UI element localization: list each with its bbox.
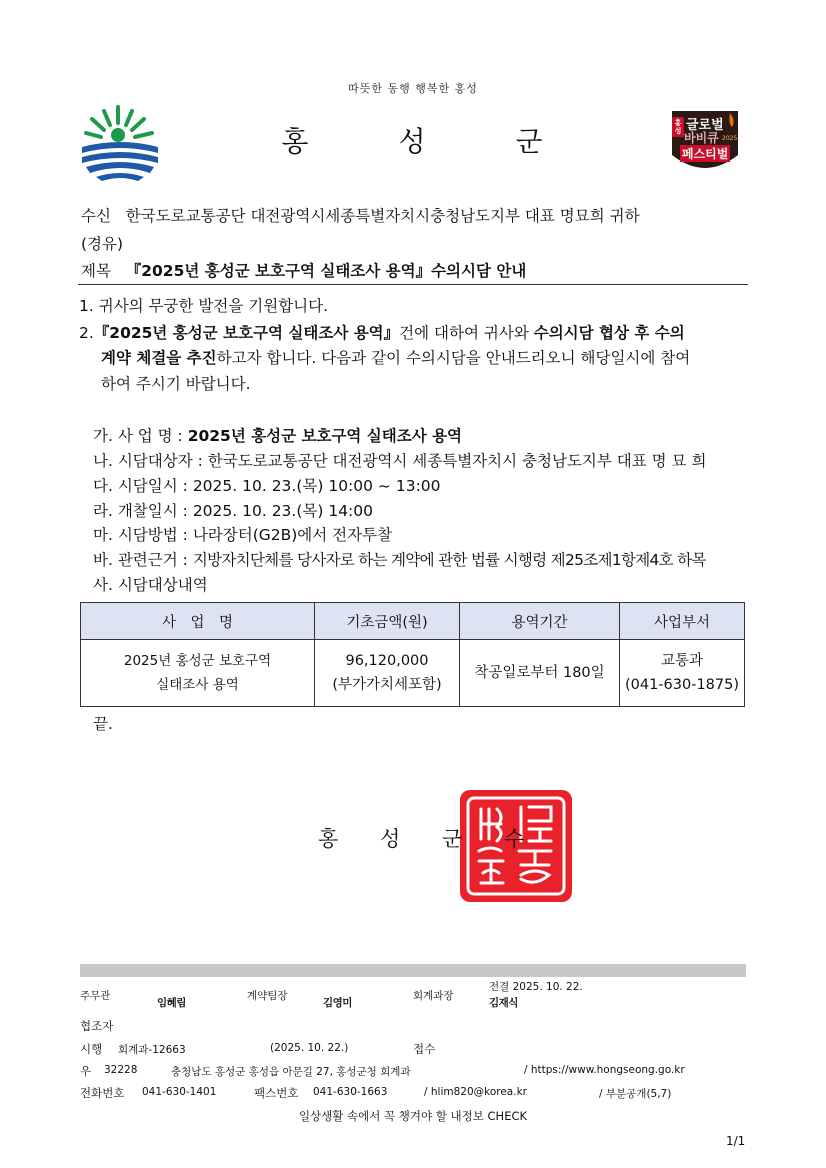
title-char: 군 bbox=[515, 125, 545, 158]
recipient-line bbox=[81, 204, 640, 226]
negotiation-bold: 수의시담 협상 후 수의 bbox=[533, 324, 685, 342]
cell-line: 2025년 홍성군 보호구역 bbox=[123, 653, 272, 669]
email-link[interactable]: / hlim820@korea.kr bbox=[424, 1086, 527, 1098]
festival-badge-top: 홍성 bbox=[674, 119, 682, 135]
subject-value: 『2025년 홍성군 보호구역 실태조사 용역』수의시담 안내 bbox=[125, 262, 527, 280]
fax-number: 041-630-1663 bbox=[313, 1086, 388, 1098]
cell-line: 교통과 bbox=[660, 653, 704, 669]
approver-3-name: 김재식 bbox=[489, 997, 518, 1009]
detail-label: 가. 사 업 명 : bbox=[93, 427, 183, 445]
fax-label: 팩스번호 bbox=[254, 1086, 299, 1100]
cell-line: (041-630-1875) bbox=[624, 677, 740, 693]
detail-value: 한국도로교통공단 대전광역시 세종특별자치시 충청남도지부 대표 명 묘 희 bbox=[207, 452, 707, 470]
zip-label: 우 bbox=[80, 1064, 92, 1078]
paragraph-text: 하고자 합니다. 다음과 같이 수의시담을 안내드리오니 해당일시에 참여 bbox=[216, 349, 691, 367]
zip-code: 32228 bbox=[104, 1064, 138, 1076]
recipient-label: 수신 bbox=[81, 207, 111, 225]
project-name-bold: 『2025년 홍성군 보호구역 실태조사 용역』 bbox=[93, 324, 400, 342]
title-char: 성 bbox=[398, 125, 428, 158]
paragraph-2-line-2 bbox=[101, 346, 690, 368]
cell-line: (부가가치세포함) bbox=[332, 677, 442, 693]
bbq-festival-logo bbox=[666, 105, 744, 177]
detail-label: 사. 시담대상내역 bbox=[93, 576, 208, 594]
cell-department bbox=[620, 640, 745, 707]
festival-year: 2025 bbox=[722, 135, 738, 142]
via-line: (경유) bbox=[81, 235, 124, 253]
approver-2-name: 김영미 bbox=[323, 997, 352, 1009]
detail-label: 다. 시담일시 : bbox=[93, 477, 188, 495]
signature-char: 홍 bbox=[318, 827, 339, 851]
table-row bbox=[81, 640, 745, 707]
slogan: 따뜻한 동행 행복한 홍성 bbox=[348, 82, 478, 95]
cell-line: 96,120,000 bbox=[345, 653, 429, 669]
paragraph-text: 건에 대하여 귀사와 bbox=[399, 324, 534, 342]
paragraph-2-line-1 bbox=[79, 321, 685, 343]
table-header: 사업부서 bbox=[620, 603, 745, 640]
contract-bold: 계약 체결을 추진 bbox=[101, 349, 217, 367]
address: 충청남도 홍성군 홍성읍 아문길 27, 홍성군청 회계과 bbox=[171, 1066, 411, 1078]
detail-item bbox=[93, 548, 706, 570]
subject-label: 제목 bbox=[81, 262, 111, 280]
detail-value: 2025. 10. 23.(목) 14:00 bbox=[192, 502, 374, 520]
disclosure: / 부분공개(5,7) bbox=[599, 1088, 672, 1100]
detail-value: 2025. 10. 23.(목) 10:00 ~ 13:00 bbox=[192, 477, 441, 495]
detail-item bbox=[93, 449, 706, 471]
enforce-date: (2025. 10. 22.) bbox=[270, 1042, 349, 1054]
table-header: 기초금액(원) bbox=[315, 603, 460, 640]
cell-line: 실태조사 용역 bbox=[156, 677, 239, 693]
enforce-label: 시행 bbox=[80, 1042, 103, 1056]
page-number: 1/1 bbox=[726, 1134, 746, 1148]
detail-item bbox=[93, 474, 441, 496]
cell-amount bbox=[315, 640, 460, 707]
phone-label: 전화번호 bbox=[80, 1086, 125, 1100]
signature-char: 성 bbox=[380, 827, 401, 851]
detail-item bbox=[93, 424, 462, 446]
approver-2-label: 계약팀장 bbox=[247, 990, 288, 1002]
detail-value: 나라장터(G2B)에서 전자투찰 bbox=[192, 526, 393, 544]
recipient-value: 한국도로교통공단 대전광역시세종특별자치시충청남도지부 대표 명묘희 귀하 bbox=[125, 207, 640, 225]
cooperator-label: 협조자 bbox=[80, 1019, 114, 1033]
end-mark: 끝. bbox=[93, 715, 113, 733]
detail-item bbox=[93, 523, 392, 545]
detail-item bbox=[93, 499, 373, 521]
detail-label: 마. 시담방법 : bbox=[93, 526, 188, 544]
paragraph-1: 1. 귀사의 무궁한 발전을 기원합니다. bbox=[79, 297, 329, 315]
enforce-number: 회계과-12663 bbox=[118, 1044, 186, 1056]
campaign-slogan: 일상생활 속에서 꼭 챙겨야 할 내정보 CHECK bbox=[298, 1109, 528, 1123]
approver-3-label: 회계과장 bbox=[413, 990, 454, 1002]
detail-label: 나. 시담대상자 : bbox=[93, 452, 203, 470]
paragraph-2-line-3: 하여 주시기 바랍니다. bbox=[101, 375, 251, 393]
signature-char: 군 bbox=[442, 827, 463, 851]
detail-item bbox=[93, 573, 208, 595]
subject-line bbox=[81, 259, 526, 281]
table-header: 용역기간 bbox=[460, 603, 620, 640]
cell-period: 착공일로부터 180일 bbox=[460, 640, 620, 707]
signature-char: 수 bbox=[504, 827, 525, 851]
items-table bbox=[80, 602, 745, 707]
cell-project-name bbox=[81, 640, 315, 707]
receipt-label: 접수 bbox=[413, 1042, 436, 1056]
detail-label: 바. 관련근거 : bbox=[93, 551, 188, 569]
festival-line-3: 페스티벌 bbox=[682, 147, 729, 161]
approver-1-name: 임혜림 bbox=[157, 997, 186, 1009]
approver-1-label: 주무관 bbox=[80, 990, 111, 1002]
approval-note: 전결 2025. 10. 22. bbox=[489, 981, 583, 993]
festival-line-2: 바비큐 bbox=[684, 131, 719, 145]
festival-line-1: 글로벌 bbox=[686, 118, 724, 133]
detail-value: 지방자치단체를 당사자로 하는 계약에 관한 법률 시행령 제25조제1항제4호 하목 bbox=[192, 551, 706, 569]
detail-value: 2025년 홍성군 보호구역 실태조사 용역 bbox=[187, 427, 463, 445]
footer-bar bbox=[80, 964, 746, 977]
table-header: 사 업 명 bbox=[81, 603, 315, 640]
homepage-link[interactable]: / https://www.hongseong.go.kr bbox=[524, 1064, 685, 1076]
detail-label: 라. 개찰일시 : bbox=[93, 502, 188, 520]
table-header-row bbox=[81, 603, 745, 640]
title-char: 홍 bbox=[281, 125, 311, 158]
paragraph-number: 2. bbox=[79, 324, 94, 342]
phone-number: 041-630-1401 bbox=[142, 1086, 217, 1098]
divider bbox=[78, 284, 748, 285]
